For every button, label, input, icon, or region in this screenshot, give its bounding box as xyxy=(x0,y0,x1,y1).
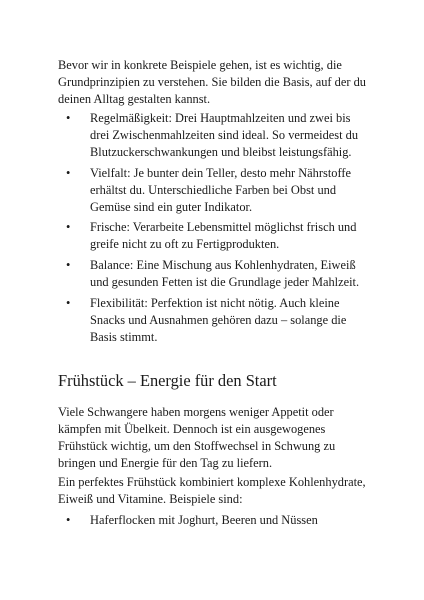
intro-paragraph: Bevor wir in konkrete Beispiele gehen, ist es wichtig, die Grundprinzipien zu verstehen. Sie bilden die Basis, auf der du deinen Alltag gestalten kannst. xyxy=(58,58,366,106)
bullet-icon: • xyxy=(66,166,71,180)
bullet-icon: • xyxy=(66,513,71,527)
list-item-text: Frische: Verarbeite Lebensmittel möglichst frisch und greife nicht zu oft zu Fertigprodukten. xyxy=(90,220,357,251)
list-item-text: Haferflocken mit Joghurt, Beeren und Nüssen xyxy=(90,513,318,527)
bullet-icon: • xyxy=(66,258,71,272)
bullet-icon: • xyxy=(66,220,71,234)
list-item-text: Flexibilität: Perfektion ist nicht nötig. Auch kleine Snacks und Ausnahmen gehören dazu – solange die Basis stimmt. xyxy=(90,296,347,344)
list-item-text: Regelmäßigkeit: Drei Hauptmahlzeiten und zwei bis drei Zwischenmahlzeiten sind ideal. So vermeidest du Blutzuckerschwankungen und bleibst leistungsfähig. xyxy=(90,111,359,159)
list-item-text: Balance: Eine Mischung aus Kohlenhydraten, Eiweiß und gesunden Fetten ist die Grundlage jeder Mahlzeit. xyxy=(90,258,360,289)
breakfast-paragraph-2: Ein perfektes Frühstück kombiniert komplexe Kohlenhydrate, Eiweiß und Vitamine. Beispiele sind: xyxy=(58,475,366,506)
bullet-icon: • xyxy=(66,111,71,125)
breakfast-paragraph-1: Viele Schwangere haben morgens weniger Appetit oder kämpfen mit Übelkeit. Dennoch ist ein ausgewogenes Frühstück wichtig, um den Stoffwechsel in Schwung zu bringen und Energie für den Tag zu liefern. xyxy=(58,405,336,470)
section-heading: Frühstück – Energie für den Start xyxy=(58,371,277,390)
list-item-text: Vielfalt: Je bunter dein Teller, desto mehr Nährstoffe erhältst du. Unterschiedliche Farben bei Obst und Gemüse sind ein guter Indikator. xyxy=(90,166,351,214)
bullet-icon: • xyxy=(66,296,71,310)
